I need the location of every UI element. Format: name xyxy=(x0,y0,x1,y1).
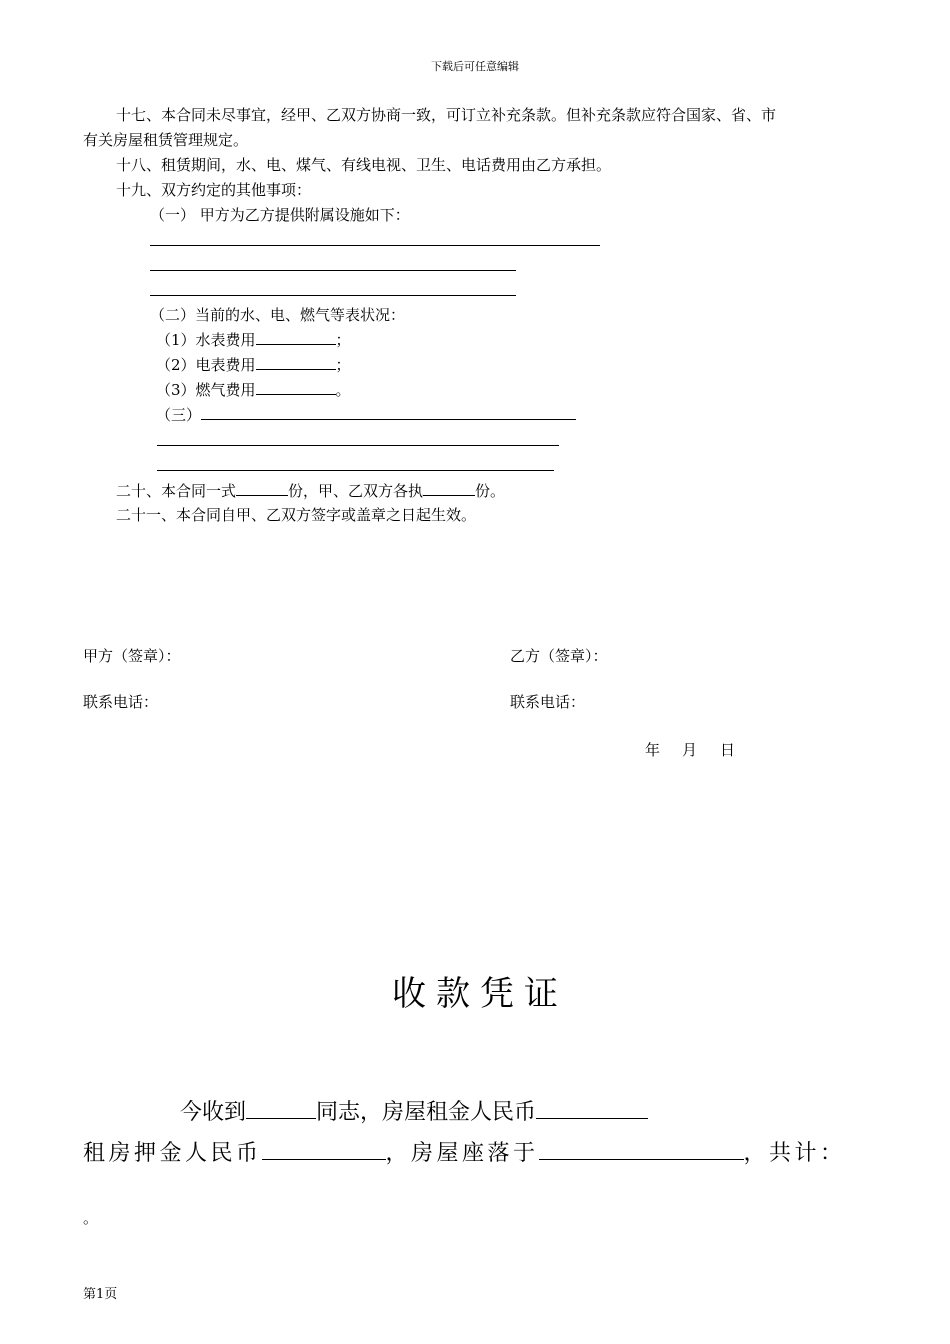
property-address-blank xyxy=(539,1137,744,1160)
clause-19-item-3 xyxy=(156,404,576,425)
gas-meter-row xyxy=(156,379,351,400)
receipt-title: 收款凭证 xyxy=(392,974,568,1014)
clause-19-item-2: （二）当前的水、电、燃气等表状况： xyxy=(150,306,406,324)
water-meter-row xyxy=(156,329,351,350)
page-number: 第1页 xyxy=(83,1287,118,1302)
receipt-line-1-b: 同志，房屋租金人民币 xyxy=(316,1100,537,1125)
receipt-line-1 xyxy=(180,1096,648,1128)
water-meter-label: （1）水表费用 xyxy=(156,331,256,349)
electric-meter-row xyxy=(156,354,351,375)
other-line-2 xyxy=(157,470,554,471)
clause-17-line1: 十七、本合同未尽事宜，经甲、乙双方协商一致，可订立补充条款。但补充条款应符合国家、省、市 xyxy=(116,106,777,124)
gas-meter-blank xyxy=(256,379,336,395)
copies-each-blank xyxy=(423,480,475,496)
clause-17-line2: 有关房屋租赁管理规定。 xyxy=(83,131,249,149)
water-meter-blank xyxy=(256,329,336,345)
gas-meter-label: （3）燃气费用 xyxy=(156,381,256,399)
deposit-amount-blank xyxy=(262,1137,386,1160)
receipt-line-3: 。 xyxy=(83,1209,99,1227)
clause-19-item-3-blank xyxy=(201,404,576,420)
rent-amount-blank xyxy=(536,1096,648,1119)
receipt-line-2-b: ，房屋座落于 xyxy=(385,1141,539,1166)
party-b-phone-label: 联系电话： xyxy=(510,693,586,711)
party-a-signature-label: 甲方（签章）： xyxy=(83,647,181,665)
clause-20-part-a: 二十、本合同一式 xyxy=(116,482,237,500)
facility-line-3 xyxy=(150,295,516,296)
clause-20-part-c: 份。 xyxy=(475,482,506,500)
facility-line-1 xyxy=(150,245,600,246)
clause-19-item-3-label: （三） xyxy=(156,406,202,424)
date-month: 月 xyxy=(682,741,698,759)
receipt-line-2-a: 租房押金人民币 xyxy=(83,1141,262,1166)
payer-name-blank xyxy=(246,1096,316,1119)
gas-meter-end: 。 xyxy=(335,381,351,399)
header-note: 下载后可任意编辑 xyxy=(431,60,519,73)
other-line-1 xyxy=(157,445,559,446)
clause-20-part-b: 份，甲、乙双方各执 xyxy=(288,482,424,500)
clause-21: 二十一、本合同自甲、乙双方签字或盖章之日起生效。 xyxy=(116,506,477,524)
clause-19: 十九、双方约定的其他事项： xyxy=(116,181,312,199)
clause-18: 十八、租赁期间，水、电、煤气、有线电视、卫生、电话费用由乙方承担。 xyxy=(116,156,612,174)
electric-meter-blank xyxy=(256,354,336,370)
receipt-line-2 xyxy=(83,1137,846,1169)
receipt-line-2-c: ，共计： xyxy=(743,1141,846,1166)
party-b-signature-label: 乙方（签章）： xyxy=(510,647,608,665)
date-year: 年 xyxy=(645,741,661,759)
water-meter-end: ； xyxy=(335,331,351,349)
electric-meter-end: ； xyxy=(335,356,351,374)
clause-20 xyxy=(116,480,505,501)
clause-19-item-1: （一） 甲方为乙方提供附属设施如下： xyxy=(150,206,410,224)
receipt-line-1-a: 今收到 xyxy=(180,1100,247,1125)
facility-line-2 xyxy=(150,270,516,271)
party-a-phone-label: 联系电话： xyxy=(83,693,159,711)
electric-meter-label: （2）电表费用 xyxy=(156,356,256,374)
date-day: 日 xyxy=(720,741,736,759)
copies-total-blank xyxy=(236,480,288,496)
